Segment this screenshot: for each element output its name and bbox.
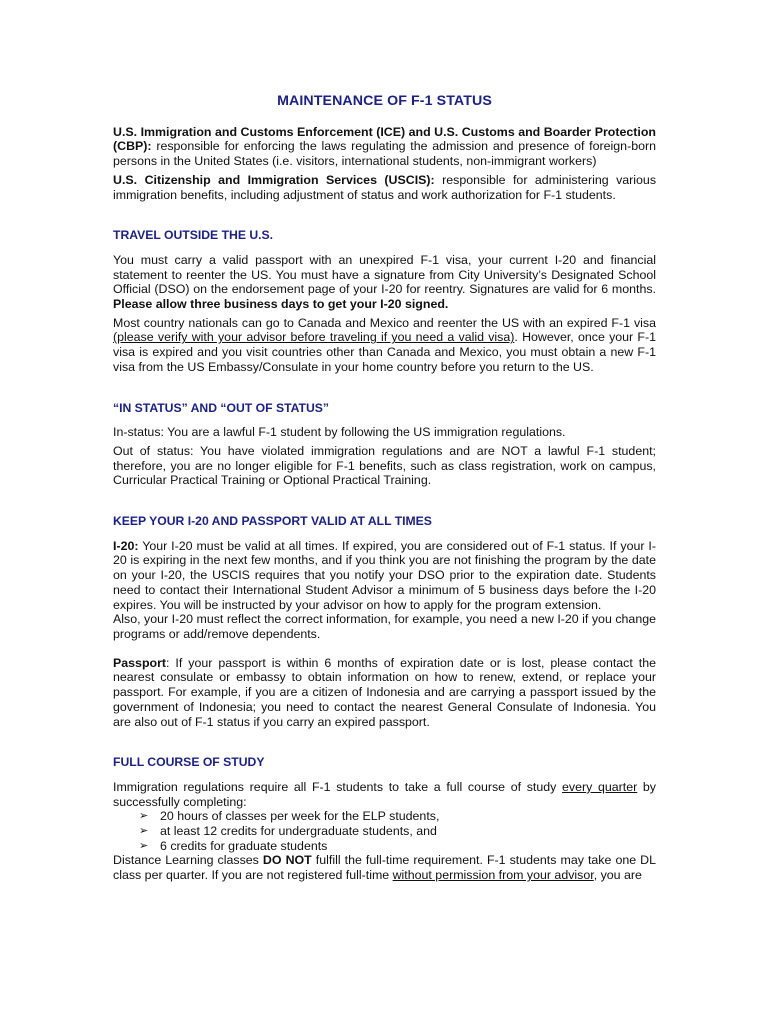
list-item bbox=[139, 809, 656, 824]
dl-text-d: , you are bbox=[593, 868, 642, 883]
distance-learning-paragraph bbox=[113, 853, 656, 882]
list-item-text: at least 12 credits for undergraduate students, and bbox=[160, 824, 437, 839]
i20-text: Your I-20 must be valid at all times. If expired, you are considered out of F-1 status. If your I-20 is expiring in the next few months, and if you think you are not finishing the program by the date on your I-20, the USCIS requires that you notify your DSO prior to the expiration date. Students need to contact their International Student Advisor a minimum of 5 business days before the I-20 expires. You will be instructed by your advisor on how to apply for the program extension. bbox=[113, 538, 656, 612]
status-out-paragraph: Out of status: You have violated immigration regulations and are NOT a lawful F-1 student; therefore, you are no longer eligible for F-1 benefits, such as class registration, work on campus, Curricular Practical Training or Optional Practical Training. bbox=[113, 443, 656, 488]
list-item bbox=[139, 839, 656, 854]
agency-uscis-name: U.S. Citizenship and Immigration Services (USCIS): bbox=[113, 172, 435, 187]
arrow-bullet-icon: ➢ bbox=[139, 825, 149, 838]
heading-status: “IN STATUS” AND “OUT OF STATUS” bbox=[113, 400, 329, 415]
paragraph-spacer bbox=[113, 642, 656, 656]
heading-course: FULL COURSE OF STUDY bbox=[113, 755, 265, 770]
dl-text-c: fulfill the full-time requirement. F-1 students may take one DL class per quarter. If you are not registered full-time bbox=[113, 853, 657, 883]
i20-also-paragraph: Also, your I-20 must reflect the correct information, for example, you need a new I-20 if you change programs or add/remove dependents. bbox=[113, 612, 656, 641]
agency-uscis-desc: responsible for administering various immigration benefits, including adjustment of status and work authorization for F-1 students. bbox=[113, 172, 657, 202]
course-intro-b: by successfully completing: bbox=[113, 779, 657, 809]
travel-p1-text: You must carry a valid passport with an unexpired F-1 visa, your current I-20 and financial statement to reenter the US. You must have a signature from City University’s Designated School Official (DSO) on the endorsement page of your I-20 for reentry. Signatures are valid for 6 months. bbox=[113, 252, 656, 297]
travel-p2-text-b: . However, once your F-1 visa is expired and you visit countries other than Canada and Mexico, you must obtain a new F-1 visa from the US Embassy/Consulate in your home country before you return to the US. bbox=[113, 330, 657, 374]
travel-p1-bold: Please allow three business days to get your I-20 signed. bbox=[113, 297, 449, 312]
arrow-bullet-icon: ➢ bbox=[139, 810, 149, 823]
agency-ice-name: U.S. Immigration and Customs Enforcement (ICE) and U.S. Customs and Boarder Protection (CBP): bbox=[113, 124, 656, 154]
passport-text: : If your passport is within 6 months of expiration date or is lost, please contact the nearest consulate or embassy to obtain information on how to renew, extend, or replace your passport. For example, if you are a citizen of Indonesia and are carrying a passport issued by the government of Indonesia; you need to contact the nearest General Consulate of Indonesia. You are also out of F-1 status if you carry an expired passport. bbox=[113, 655, 656, 729]
dl-bold: DO NOT bbox=[262, 853, 312, 868]
course-intro-underlined: every quarter bbox=[562, 779, 638, 794]
i20-label: I-20: bbox=[113, 538, 139, 553]
list-item-text: 20 hours of classes per week for the ELP students, bbox=[160, 809, 440, 824]
travel-p2-underlined: (please verify with your advisor before traveling if you need a valid visa) bbox=[113, 330, 515, 345]
dl-underlined: without permission from your advisor bbox=[392, 868, 594, 883]
course-intro-paragraph bbox=[113, 780, 656, 809]
heading-travel: TRAVEL OUTSIDE THE U.S. bbox=[113, 228, 274, 243]
passport-label: Passport bbox=[113, 655, 167, 670]
travel-paragraph-1 bbox=[113, 253, 656, 312]
travel-paragraph-2 bbox=[113, 316, 656, 375]
page-title: MAINTENANCE OF F-1 STATUS bbox=[277, 93, 492, 109]
status-in-paragraph: In-status: You are a lawful F-1 student by following the US immigration regulations. bbox=[113, 425, 566, 440]
course-intro-a: Immigration regulations require all F-1 students to take a full course of study bbox=[113, 779, 563, 794]
course-requirements-list bbox=[113, 809, 656, 853]
passport-paragraph bbox=[113, 656, 656, 730]
agency-uscis-paragraph bbox=[113, 173, 656, 202]
agency-ice-desc: responsible for enforcing the laws regulating the admission and presence of foreign-born persons in the United States (i.e. visitors, international students, non-immigrant workers) bbox=[113, 139, 656, 169]
heading-valid: KEEP YOUR I-20 AND PASSPORT VALID AT ALL TIMES bbox=[113, 514, 432, 529]
arrow-bullet-icon: ➢ bbox=[139, 839, 149, 852]
list-item-text: 6 credits for graduate students bbox=[160, 838, 328, 853]
agency-ice-paragraph bbox=[113, 125, 656, 169]
dl-text-a: Distance Learning classes bbox=[113, 853, 263, 868]
list-item bbox=[139, 824, 656, 839]
i20-paragraph bbox=[113, 539, 656, 613]
travel-p2-text-a: Most country nationals can go to Canada and Mexico and reenter the US with an expired F-1 visa bbox=[113, 315, 656, 330]
